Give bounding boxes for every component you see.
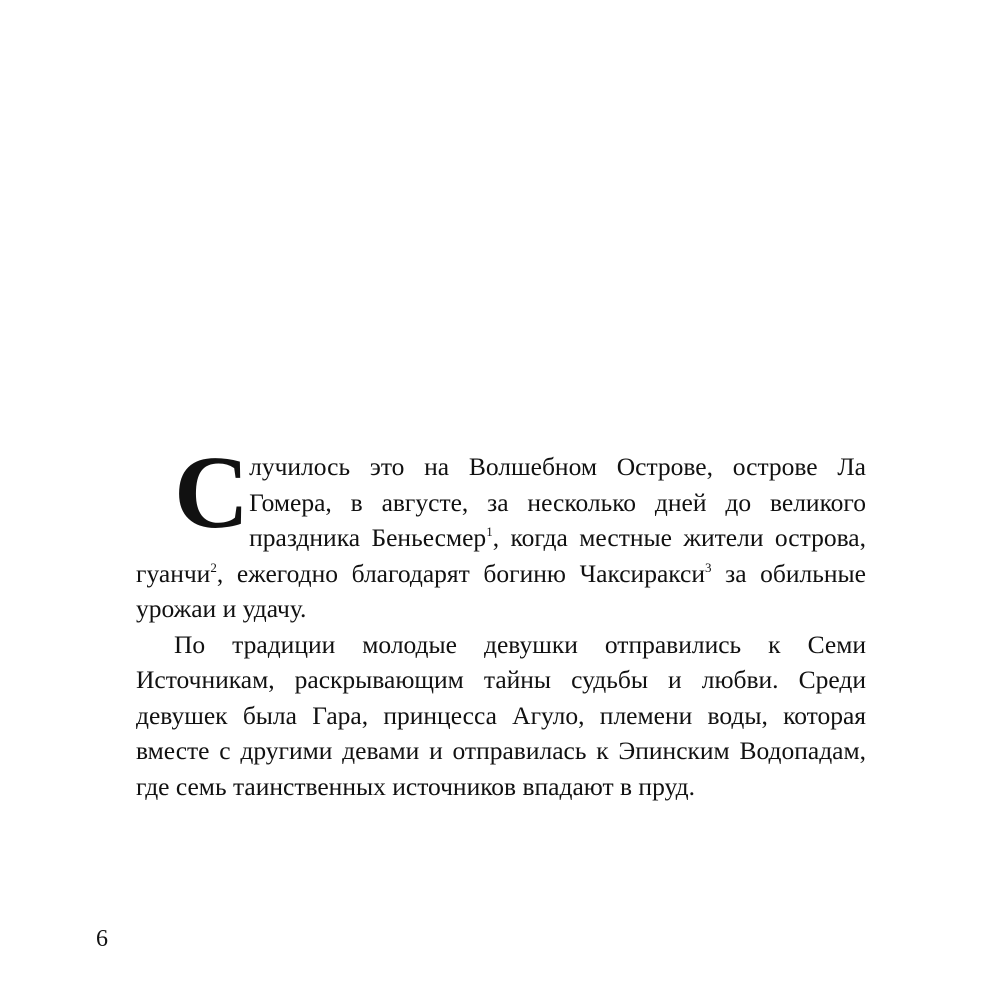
paragraph-1-text-part-3: , ежегодно благодарят богиню Чаксиракси — [216, 558, 705, 588]
page-number: 6 — [96, 926, 108, 952]
drop-cap-letter: С — [174, 435, 250, 550]
main-text-block — [136, 435, 867, 804]
paragraph-2: По традиции молодые девушки отправились к Семи Источникам, раскрывающим тайны судьбы и любви. Среди девушек была Гара, принцесса Агуло, племени воды, которая вместе с другими девами и отправилась к Эпинским Водопадам, где семь таинственных источников впадают в пруд. — [136, 629, 866, 801]
footnote-marker-2[interactable]: 2 — [210, 559, 217, 575]
paragraph-1-text-part-2: , когда местные жители острова, гуанчи — [136, 523, 866, 588]
footnote-marker-3[interactable]: 3 — [704, 559, 712, 575]
paragraph-1-text-part-1: лучилось это на Волшебном Острове, острове Ла Гомера, в августе, за несколько дней до великого праздника Беньесмер — [249, 452, 866, 552]
paragraph-1-text-part-4: за обильные урожаи и удачу. — [136, 558, 867, 623]
footnote-marker-1[interactable]: 1 — [486, 524, 493, 539]
paragraph-1 — [136, 435, 867, 627]
